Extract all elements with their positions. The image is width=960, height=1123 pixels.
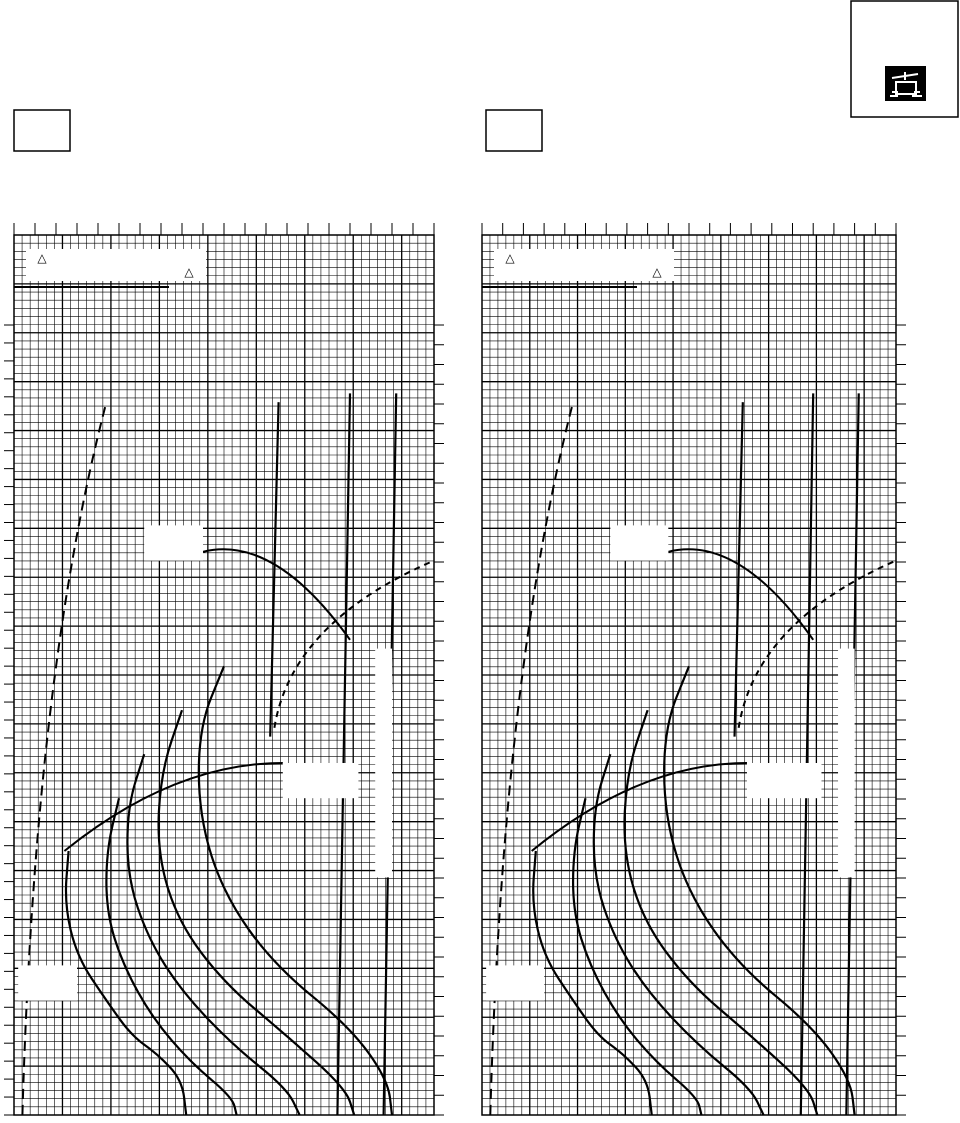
helicopter-icon (885, 66, 926, 101)
legend-marker: △ (37, 251, 47, 265)
panel-label-right (486, 110, 542, 151)
legend-marker: △ (652, 265, 662, 279)
label-blank (375, 649, 392, 878)
legend-marker: △ (505, 251, 515, 265)
label-blank (144, 525, 203, 560)
chart-panel-left (4, 223, 444, 1115)
label-blank (610, 525, 668, 560)
panel-label-left (14, 110, 70, 151)
legend-marker: △ (184, 265, 194, 279)
legend-box (26, 249, 206, 281)
label-blank (747, 763, 822, 798)
label-blank (18, 965, 77, 1000)
label-blank (838, 649, 855, 878)
legend-box (494, 249, 674, 281)
corner-badge (851, 1, 958, 117)
label-blank (283, 763, 359, 798)
label-blank (486, 965, 544, 1000)
chart-panel-right (482, 223, 906, 1115)
